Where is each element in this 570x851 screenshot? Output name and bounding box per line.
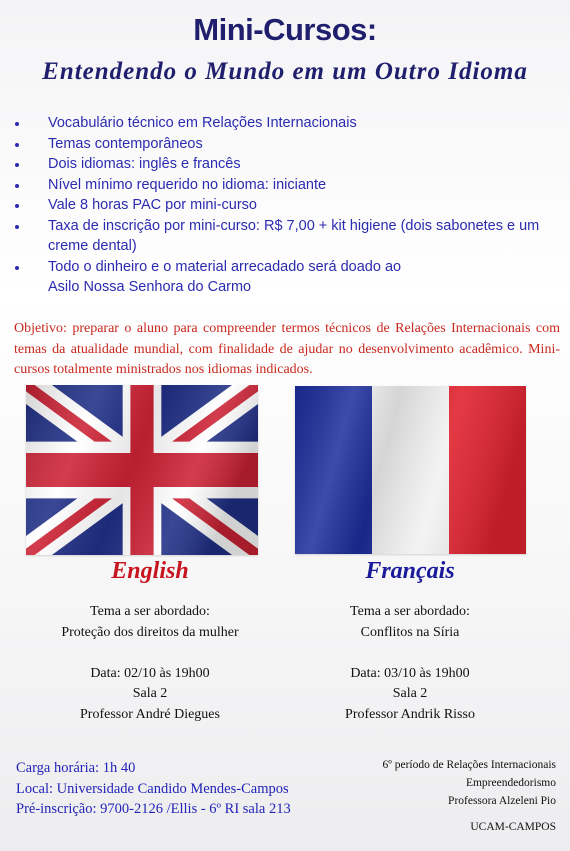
list-item: Vocabulário técnico em Relações Internacionais — [12, 113, 560, 134]
date: Data: 02/10 às 19h00 — [90, 665, 210, 681]
bullet-icon — [15, 163, 19, 167]
topic-label: Tema a ser abordado: — [350, 604, 470, 619]
french-course-info — [275, 602, 545, 725]
list-item: Dois idiomas: inglês e francês — [12, 154, 560, 175]
topic: Conflitos na Síria — [360, 624, 460, 640]
institution-name: UCAM-CAMPOS — [470, 821, 556, 833]
topic-label: Tema a ser abordado: — [90, 604, 210, 619]
france-flag-icon — [295, 386, 526, 554]
bullet-icon — [15, 225, 19, 229]
topic: Proteção dos direitos da mulher — [61, 624, 239, 640]
bullet-icon — [15, 204, 19, 208]
room: Sala 2 — [132, 686, 168, 701]
organizer-info — [320, 756, 556, 810]
uk-flag-icon — [26, 385, 258, 555]
preregistration: Pré-inscrição: 9700-2126 /Ellis - 6º RI sala 213 — [16, 801, 291, 817]
organizer-line: Professora Alzeleni Pio — [448, 795, 556, 807]
date: Data: 03/10 às 19h00 — [350, 665, 470, 681]
organizer-line: 6º período de Relações Internacionais — [382, 759, 556, 771]
professor: Professor Andrik Risso — [345, 706, 475, 722]
bullet-icon — [15, 266, 19, 270]
list-item: Temas contemporâneos — [12, 134, 560, 155]
list-item: Taxa de inscrição por mini-curso: R$ 7,00 + kit higiene (dois sabonetes e um creme dental) — [12, 216, 560, 257]
french-heading: Français — [365, 558, 455, 584]
objective-text: Objetivo: preparar o aluno para compreender termos técnicos de Relações Internacionais com temas da atualidade mundial, com finalidade de ajudar no desenvolvimento acadêmico. Mini-cursos totalmente ministrados nos idiomas indicados. — [14, 321, 560, 377]
page-title: Mini-Cursos: — [193, 12, 377, 47]
english-heading: English — [111, 558, 189, 584]
list-item: Todo o dinheiro e o material arrecadado será doado ao Asilo Nossa Senhora do Carmo — [12, 257, 560, 298]
workload: Carga horária: 1h 40 — [16, 760, 136, 776]
list-item: Nível mínimo requerido no idioma: iniciante — [12, 175, 560, 196]
course-details — [16, 758, 356, 820]
location: Local: Universidade Candido Mendes-Campos — [16, 780, 289, 797]
features-list — [12, 113, 560, 298]
professor: Professor André Diegues — [80, 706, 220, 722]
english-course-info — [15, 602, 285, 725]
page-subtitle: Entendendo o Mundo em um Outro Idioma — [42, 58, 528, 85]
bullet-icon — [15, 184, 19, 188]
bullet-icon — [15, 143, 19, 147]
organizer-line: Empreendedorismo — [465, 777, 556, 789]
list-item: Vale 8 horas PAC por mini-curso — [12, 195, 560, 216]
room: Sala 2 — [392, 686, 428, 701]
bullet-icon — [15, 122, 19, 126]
